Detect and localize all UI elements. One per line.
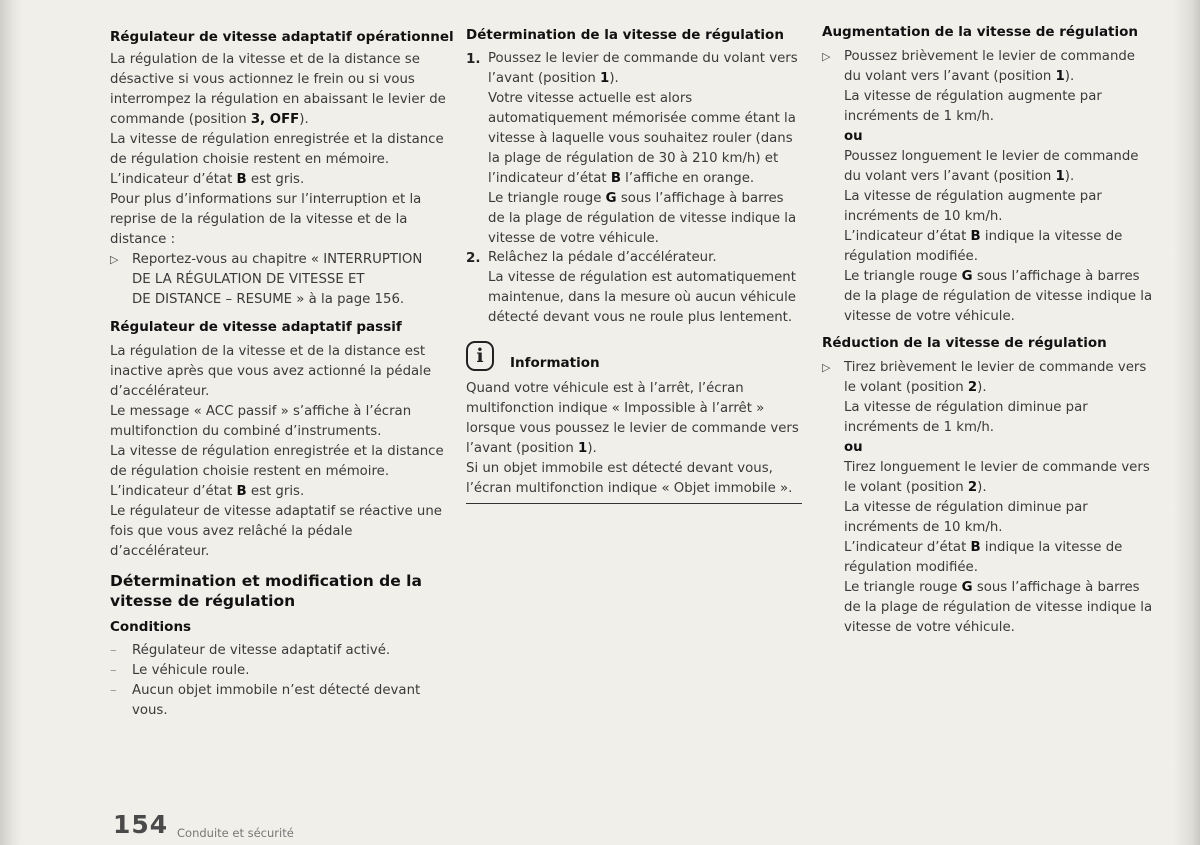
heading-reduction: Réduction de la vitesse de régulation xyxy=(822,335,1107,351)
bullet-arrow-icon: ▷ xyxy=(822,361,831,374)
paragraph-more-info: Pour plus d’informations sur l’interruption et la reprise de la régulation de la vitesse et de la distance : xyxy=(110,192,422,247)
heading-determination: Détermination de la vitesse de régulation xyxy=(466,27,784,43)
increase-status: L’indicateur d’état B indique la vitesse de régulation modifiée. xyxy=(844,229,1123,264)
reduce-short-pull: Tirez brièvement le levier de commande vers le volant (position 2). xyxy=(844,360,1147,395)
paragraph-acc-message: Le message « ACC passif » s’affiche à l’écran multifonction du combiné d’instruments. xyxy=(110,404,412,439)
paragraph-deactivation: La régulation de la vitesse et de la distance se désactive si vous actionnez le frein ou si vous interrompez la régulation en abaissant le levier de commande (position 3, OFF). xyxy=(110,52,446,127)
paragraph-status-grey: L’indicateur d’état B est gris. xyxy=(110,172,305,187)
reduce-long-pull: Tirez longuement le levier de commande vers le volant (position 2). xyxy=(844,460,1150,495)
section-title: Conduite et sécurité xyxy=(177,826,294,840)
paragraph-inactive: La régulation de la vitesse et de la distance est inactive après que vous avez actionné la pédale d’accélérateur. xyxy=(110,344,432,399)
condition-item: Régulateur de vitesse adaptatif activé. xyxy=(132,643,391,658)
increase-short-press: Poussez brièvement le levier de commande du volant vers l’avant (position 1). xyxy=(844,49,1135,84)
bullet-arrow-icon: ▷ xyxy=(822,50,831,63)
increase-10kmh: La vitesse de régulation augmente par incréments de 10 km/h. xyxy=(844,189,1102,224)
page-edge-shadow xyxy=(1174,0,1200,845)
divider xyxy=(466,503,802,504)
dash-icon: – xyxy=(110,663,117,678)
increase-long-press: Poussez longuement le levier de commande du volant vers l’avant (position 1). xyxy=(844,149,1139,184)
info-paragraph-2: Si un objet immobile est détecté devant vous, l’écran multifonction indique « Objet immobile ». xyxy=(466,461,793,496)
info-title: Information xyxy=(510,355,600,371)
heading-increase: Augmentation de la vitesse de régulation xyxy=(822,24,1139,40)
reduce-triangle: Le triangle rouge G sous l’affichage à barres de la plage de régulation de vitesse indique la vitesse de votre véhicule. xyxy=(844,580,1153,635)
reduce-1kmh: La vitesse de régulation diminue par incréments de 1 km/h. xyxy=(844,400,1088,435)
paragraph-status-grey-2: L’indicateur d’état B est gris. xyxy=(110,484,305,499)
increase-1kmh: La vitesse de régulation augmente par incréments de 1 km/h. xyxy=(844,89,1102,124)
paragraph-memory: La vitesse de régulation enregistrée et la distance de régulation choisie restent en mémoire. xyxy=(110,132,444,167)
page-binding-shadow xyxy=(0,0,22,845)
heading-acc-operational: Régulateur de vitesse adaptatif opérationnel xyxy=(110,29,454,45)
or-label: ou xyxy=(844,440,863,455)
info-icon: i xyxy=(466,341,494,371)
page-number: 154 xyxy=(113,810,169,839)
dash-icon: – xyxy=(110,683,117,698)
paragraph-memory-2: La vitesse de régulation enregistrée et la distance de régulation choisie restent en mémoire. xyxy=(110,444,444,479)
heading-acc-passive: Régulateur de vitesse adaptatif passif xyxy=(110,319,402,335)
chapter-reference: Reportez-vous au chapitre « INTERRUPTION DE LA RÉGULATION DE VITESSE ET DE DISTANCE – RESUME » à la page 156. xyxy=(132,252,423,307)
condition-item: Aucun objet immobile n’est détecté devant vous. xyxy=(132,683,421,718)
step-number: 1. xyxy=(466,51,481,67)
step-1-text: Poussez le levier de commande du volant vers l’avant (position 1). xyxy=(488,51,798,86)
heading-determination-modification: Détermination et modification de la vitesse de régulation xyxy=(110,572,422,610)
paragraph-reactivation: Le régulateur de vitesse adaptatif se réactive une fois que vous avez relâché la pédale d’accélérateur. xyxy=(110,504,442,559)
or-label: ou xyxy=(844,129,863,144)
bullet-arrow-icon: ▷ xyxy=(110,253,119,266)
condition-item: Le véhicule roule. xyxy=(132,663,250,678)
increase-triangle: Le triangle rouge G sous l’affichage à barres de la plage de régulation de vitesse indique la vitesse de votre véhicule. xyxy=(844,269,1153,324)
heading-conditions: Conditions xyxy=(110,619,192,635)
info-paragraph-1: Quand votre véhicule est à l’arrêt, l’écran multifonction indique « Impossible à l’arrêt » lorsque vous poussez le levier de commande vers l’avant (position 1). xyxy=(466,381,799,456)
step-2-text: Relâchez la pédale d’accélérateur. xyxy=(488,250,717,265)
step-number: 2. xyxy=(466,250,481,266)
dash-icon: – xyxy=(110,643,117,658)
reduce-10kmh: La vitesse de régulation diminue par incréments de 10 km/h. xyxy=(844,500,1088,535)
step-1-detail: Votre vitesse actuelle est alors automatiquement mémorisée comme étant la vitesse à laquelle vous souhaitez rouler (dans la plage de régulation de 30 à 210 km/h) et l’indicateur d’état B l’affiche en orange. xyxy=(488,91,796,186)
step-1-triangle: Le triangle rouge G sous l’affichage à barres de la plage de régulation de vitesse indique la vitesse de votre véhicule. xyxy=(488,191,797,246)
reduce-status: L’indicateur d’état B indique la vitesse de régulation modifiée. xyxy=(844,540,1123,575)
step-2-detail: La vitesse de régulation est automatiquement maintenue, dans la mesure où aucun véhicule détecté devant vous ne roule plus lentement. xyxy=(488,270,796,325)
